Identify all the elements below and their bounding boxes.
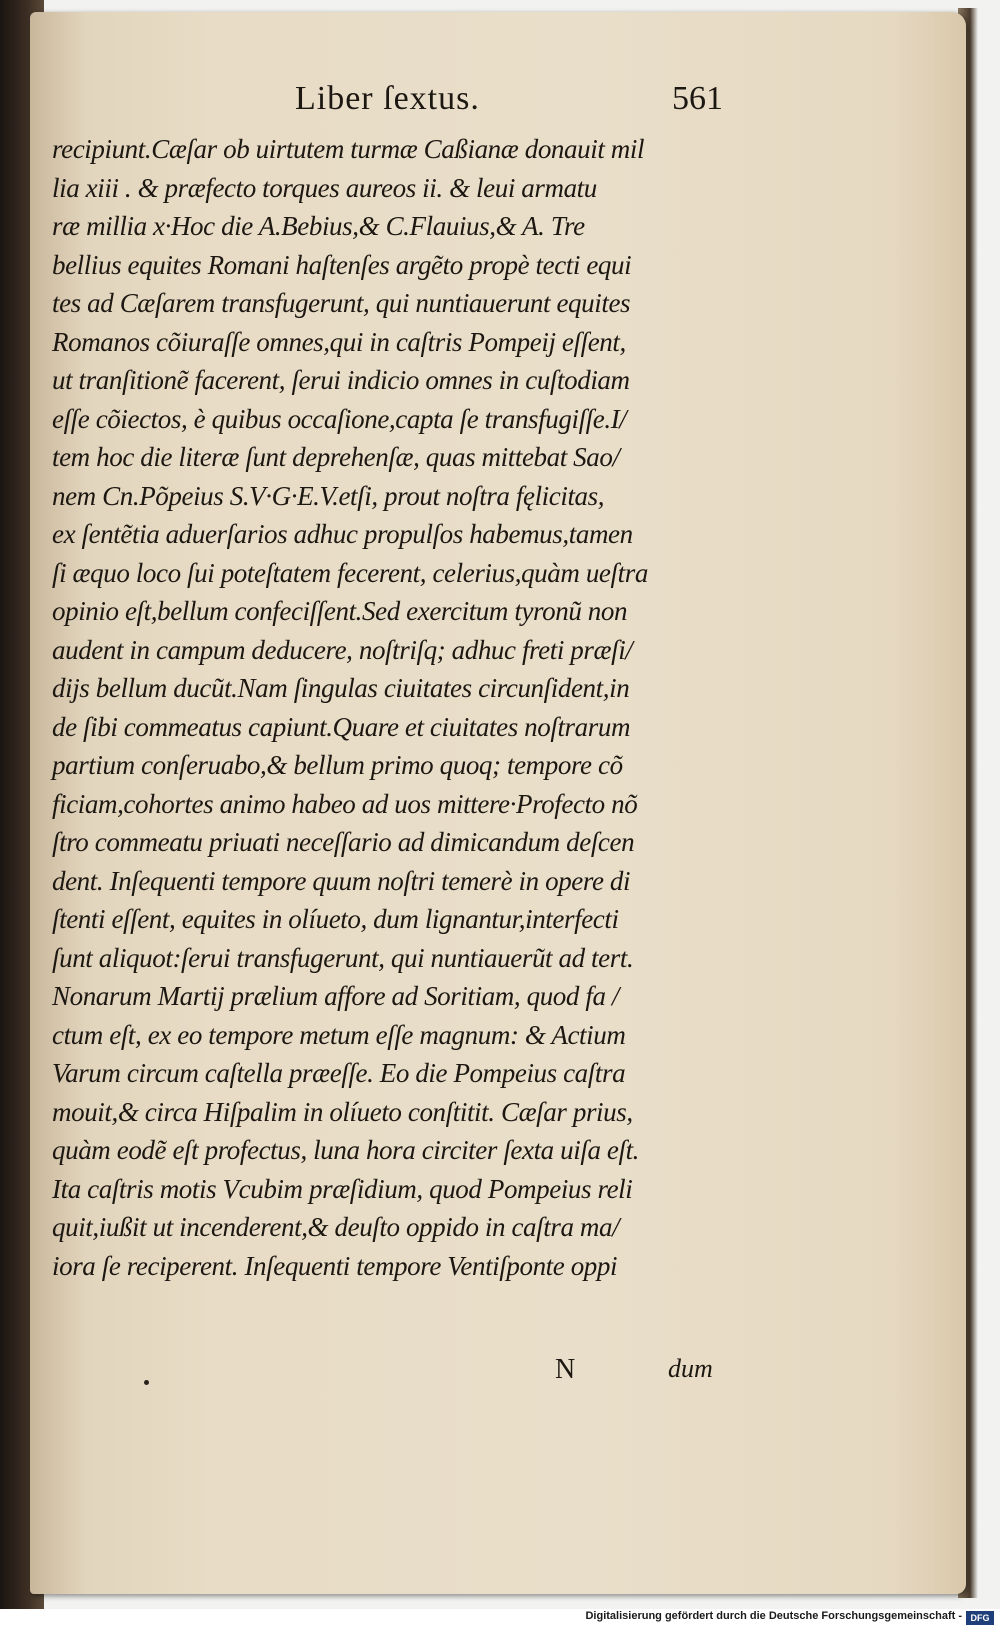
text-line: ſunt aliquot:ſerui transfugerunt, qui nuntiauerũt ad tert. — [52, 942, 634, 973]
text-line: Nonarum Martij prælium affore ad Soritiam, quod fa / — [52, 981, 619, 1011]
page-number: 561 — [672, 80, 723, 117]
text-line: ut tranſitionẽ facerent, ſerui indicio omnes in cuſtodiam — [52, 365, 630, 395]
text-line: Romanos cõiuraſſe omnes,qui in caſtris Pompeij eſſent, — [52, 326, 626, 357]
digitization-credit: Digitalisierung gefördert durch die Deutsche Forschungsgemeinschaft - — [585, 1610, 962, 1622]
signature-mark: N — [555, 1354, 576, 1385]
text-line: Ita caſtris motis Vcubim præſidium, quod Pompeius reli — [52, 1173, 633, 1204]
text-line: tes ad Cæſarem transfugerunt, qui nuntiauerunt equites — [52, 288, 631, 318]
text-line: bellius equites Romani haſtenſes argẽto propè tecti equi — [52, 249, 632, 280]
text-line: nem Cn.Põpeius S.V·G·E.V.etſi, prout noſtra fęlicitas, — [52, 480, 605, 511]
text-line: dijs bellum ducũt.Nam ſingulas ciuitates circunſident,in — [52, 673, 630, 703]
digitization-credit-bar — [0, 1609, 1000, 1627]
text-line: eſſe cõiectos, è quibus occaſione,capta ſe transfugiſſe.I/ — [52, 403, 627, 434]
text-line: ficiam,cohortes animo habeo ad uos mittere·Profecto nõ — [52, 788, 638, 819]
text-line: Varum circum caſtella præeſſe. Eo die Pompeius caſtra — [52, 1058, 626, 1088]
text-line: ſi æquo loco ſui poteſtatem fecerent, celerius,quàm ueſtra — [52, 557, 648, 588]
text-line: de ſibi commeatus capiunt.Quare et ciuitates noſtrarum — [52, 711, 631, 742]
text-line: tem hoc die literæ ſunt deprehenſæ, quas mittebat Sao/ — [52, 442, 620, 472]
text-line: lia xiii . & præfecto torques aureos ii. & leui armatu — [52, 172, 597, 203]
catchword: dum — [668, 1354, 713, 1383]
text-line: ſtro commeatu priuati neceſſario ad dimicandum deſcen — [52, 827, 635, 857]
text-line: audent in campum deducere, noſtriſq; adhuc freti præſi/ — [52, 634, 633, 665]
text-line: dent. Inſequenti tempore quum noſtri temerè in opere di — [52, 865, 631, 896]
text-line: ex ſentẽtia aduerſarios adhuc propulſos habemus,tamen — [52, 519, 633, 549]
body-text — [52, 130, 722, 1285]
text-line: mouit,& circa Hiſpalim in olíueto conſtitit. Cæſar prius, — [52, 1096, 633, 1127]
text-line: quit,iußit ut incenderent,& deuſto oppido in caſtra ma/ — [52, 1212, 620, 1242]
text-line: ræ millia x·Hoc die A.Bebius,& C.Flauius,& A. Tre — [52, 211, 585, 241]
text-line: ſtenti eſſent, equites in olíueto, dum lignantur,interfecti — [52, 904, 619, 934]
ink-speck — [144, 1380, 149, 1385]
dfg-logo: DFG — [966, 1611, 994, 1625]
running-title: Liber ſextus. — [295, 80, 480, 117]
text-line: ctum eſt, ex eo tempore metum eſſe magnum: & Actium — [52, 1019, 626, 1050]
page-footer — [0, 1354, 1000, 1394]
text-line: iora ſe reciperent. Inſequenti tempore Ventiſponte oppi — [52, 1250, 618, 1281]
text-line: opinio eſt,bellum confeciſſent.Sed exercitum tyronũ non — [52, 596, 628, 626]
page-header — [0, 80, 1000, 120]
text-line: recipiunt.Cæſar ob uirtutem turmæ Caßianæ donauit mil — [52, 134, 645, 164]
text-line: partium conſeruabo,& bellum primo quoq; tempore cõ — [52, 750, 623, 780]
text-line: quàm eodẽ eſt profectus, luna hora circiter ſexta uiſa eſt. — [52, 1135, 640, 1165]
